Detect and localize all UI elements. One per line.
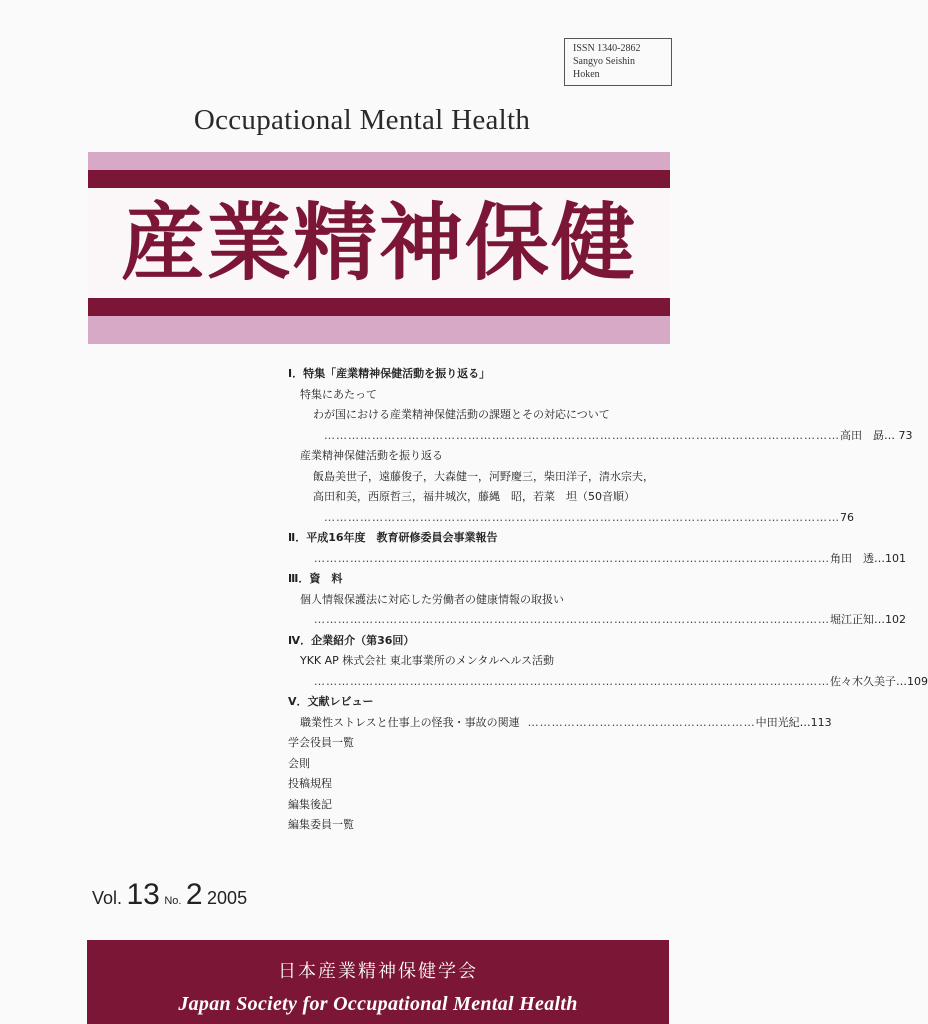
- toc-section-3-leader: [288, 610, 906, 631]
- toc-section-1-article-1-author-page: 高田 勗… 73: [840, 428, 913, 442]
- publication-year: 2005: [207, 888, 248, 908]
- toc-section-1-article-1: わが国における産業精神保健活動の課題とその対応について: [313, 408, 610, 421]
- toc-editors-note: 編集後記: [288, 797, 332, 811]
- toc-section-1-heading: Ⅰ．特集「産業精神保健活動を振り返る」: [288, 367, 491, 380]
- title-band: [88, 188, 670, 298]
- leader-dots: …………………………………………………: [527, 715, 756, 729]
- toc-submission-rules: 投稿規程: [288, 777, 332, 790]
- toc-bylaws: 会則: [288, 756, 310, 770]
- dark-band-bottom: [88, 298, 670, 316]
- toc-section-3-author-page: 堀江正知…102: [830, 613, 906, 626]
- toc-section-5-article: 職業性ストレスと仕事上の怪我・事故の関連: [300, 715, 520, 729]
- journal-title-japanese: 産業精神保健: [120, 194, 637, 292]
- toc-section-5-author-page: 中田光紀…113: [755, 715, 832, 729]
- toc-section-4-article: YKK AP 株式会社 東北事業所のメンタルヘルス活動: [300, 654, 555, 667]
- pink-band-top: [88, 152, 670, 170]
- toc-section-2-leader: [288, 549, 906, 570]
- toc-section-5-heading: Ⅴ．文献レビュー: [288, 695, 374, 708]
- toc-section-4-author-page: 佐々木久美子…109: [830, 674, 928, 688]
- issue-label: No.: [164, 895, 182, 907]
- society-footer: [87, 940, 669, 1024]
- toc-section-5-row: [288, 713, 832, 734]
- society-name-english: Japan Society for Occupational Mental Health: [178, 993, 578, 1015]
- toc-section-1-article-2-leader: [288, 508, 854, 529]
- toc-section-1-sub-2: 産業精神保健活動を振り返る: [300, 449, 443, 462]
- toc-section-1-authors-line-1: 飯島美世子，遠藤俊子，大森健一，河野慶三，柴田洋子，清水宗夫，: [313, 469, 654, 483]
- society-name-japanese: 日本産業精神保健学会: [278, 961, 478, 982]
- toc-section-4-leader: [288, 672, 928, 693]
- toc-section-2-heading: Ⅱ．平成16年度 教育研修委員会事業報告: [288, 531, 498, 544]
- pink-band-bottom: [88, 316, 670, 344]
- dark-band-top: [88, 170, 670, 188]
- leader-dots: …………………………………………………………………………………………………………………: [324, 510, 840, 524]
- toc-officers-list: 学会役員一覧: [288, 736, 354, 749]
- leader-dots: …………………………………………………………………………………………………………………: [314, 674, 830, 688]
- issn-number: ISSN 1340-2862: [573, 43, 641, 54]
- issn-title-line2: Hoken: [573, 69, 600, 80]
- toc-section-1-article-1-leader: [288, 426, 913, 447]
- volume-number: 13: [126, 878, 160, 911]
- toc-editorial-board: 編集委員一覧: [288, 818, 354, 831]
- toc-section-1-sub-1: 特集にあたって: [300, 387, 377, 401]
- volume-issue: [92, 878, 247, 912]
- toc-section-4-heading: Ⅳ．企業紹介（第36回）: [288, 633, 415, 647]
- leader-dots: …………………………………………………………………………………………………………………: [314, 613, 830, 626]
- table-of-contents: [288, 364, 928, 836]
- toc-section-1-article-2-page: 76: [840, 510, 854, 524]
- leader-dots: …………………………………………………………………………………………………………………: [314, 551, 830, 565]
- journal-title-english: Occupational Mental Health: [193, 104, 531, 136]
- toc-section-3-heading: Ⅲ．資 料: [288, 572, 343, 585]
- issn-title-line1: Sangyo Seishin: [573, 56, 635, 67]
- volume-label: Vol.: [92, 888, 123, 908]
- issue-number: 2: [185, 878, 203, 911]
- toc-section-1-authors-line-2: 高田和美，西原哲三，福井城次，藤縄 昭，若菜 坦（50音順）: [313, 490, 635, 503]
- toc-section-3-article: 個人情報保護法に対応した労働者の健康情報の取扱い: [300, 592, 564, 606]
- leader-dots: …………………………………………………………………………………………………………………: [324, 428, 840, 442]
- toc-section-2-author-page: 角田 透…101: [830, 551, 906, 565]
- issn-box: [564, 38, 672, 86]
